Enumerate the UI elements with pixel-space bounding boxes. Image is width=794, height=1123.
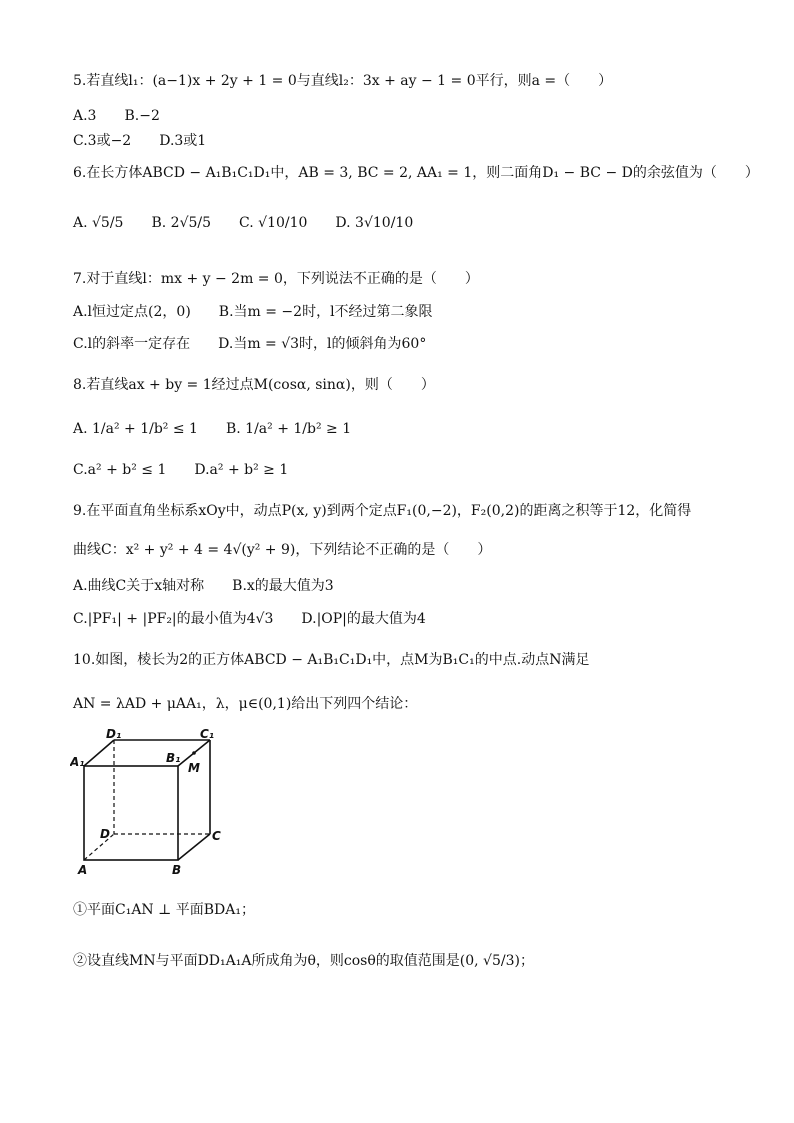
q8-option-c: C.a² + b² ≤ 1 [73, 462, 167, 478]
cube-front-face [84, 766, 178, 860]
q9-stem-continued: 曲线C：x² + y² + 4 = 4√(y² + 9)，下列结论不正确的是（ ） [73, 542, 492, 558]
q9-stem: 9.在平面直角坐标系xOy中，动点P(x, y)到两个定点F₁(0,−2)，F₂(0,2)的距离之积等于12，化简得 [73, 503, 692, 519]
q5-option-c: C.3或−2 [73, 133, 132, 149]
q7-option-d: D.当m = √3时，l的倾斜角为60° [218, 336, 427, 352]
label-d1: D₁ [106, 728, 122, 741]
q8-options-row2 [73, 461, 316, 479]
edge-a1d1 [84, 740, 114, 766]
q9-option-b: B.x的最大值为3 [232, 578, 334, 594]
label-c: C [212, 829, 221, 843]
q7-options-row1 [73, 303, 461, 321]
q8-option-d: D.a² + b² ≥ 1 [194, 462, 289, 478]
q7-stem: 7.对于直线l：mx + y − 2m = 0，下列说法不正确的是（ ） [73, 271, 479, 287]
q10-stem: 10.如图，棱长为2的正方体ABCD − A₁B₁C₁D₁中，点M为B₁C₁的中点.动点N满足 [73, 652, 590, 668]
q8-option-a: A. 1/a² + 1/b² ≤ 1 [73, 421, 198, 437]
q5-stem: 5.若直线l₁：(a−1)x + 2y + 1 = 0与直线l₂：3x + ay − 1 = 0平行，则a =（ ） [73, 73, 613, 89]
q7-option-a: A.l恒过定点(2，0) [73, 304, 191, 320]
edge-bc [178, 834, 210, 860]
q6-option-d: D. 3√10/10 [335, 215, 414, 231]
q9-options-row2 [73, 610, 454, 628]
point-m [192, 751, 196, 755]
q9-option-a: A.曲线C关于x轴对称 [73, 578, 205, 594]
q5-option-a: A.3 [73, 108, 97, 124]
q6-option-a: A. √5/5 [73, 215, 124, 231]
q9-option-c: C.|PF₁| + |PF₂|的最小值为4√3 [73, 611, 274, 627]
q10-conclusion-1: ①平面C₁AN ⊥ 平面BDA₁； [73, 902, 255, 918]
q7-option-b: B.当m = −2时，l不经过第二象限 [218, 304, 433, 320]
q8-options-row1 [73, 420, 379, 438]
label-m: M [188, 761, 200, 775]
label-c1: C₁ [200, 728, 215, 741]
q5-options-row1 [73, 107, 188, 125]
q7-options-row2 [73, 335, 454, 353]
label-a: A [78, 863, 88, 877]
q6-option-b: B. 2√5/5 [151, 215, 212, 231]
q6-options [73, 214, 441, 232]
q5-options-row2 [73, 132, 234, 150]
q6-stem: 6.在长方体ABCD − A₁B₁C₁D₁中，AB = 3, BC = 2, AA₁ = 1，则二面角D₁ − BC − D的余弦值为（ ） [73, 165, 759, 181]
cube-figure [70, 728, 230, 878]
q9-options-row1 [73, 577, 362, 595]
q8-option-b: B. 1/a² + 1/b² ≥ 1 [225, 421, 352, 437]
q10-stem-continued: AN = λAD + μAA₁，λ，μ∈(0,1)给出下列四个结论： [73, 696, 418, 712]
q7-option-c: C.l的斜率一定存在 [73, 336, 191, 352]
q9-option-d: D.|OP|的最大值为4 [301, 611, 426, 627]
q5-option-d: D.3或1 [159, 133, 207, 149]
q10-conclusion-2: ②设直线MN与平面DD₁A₁A所成角为θ，则cosθ的取值范围是(0, √5/3)； [73, 953, 534, 969]
label-b1: B₁ [166, 751, 181, 765]
label-a1: A₁ [70, 755, 85, 769]
q6-option-c: C. √10/10 [239, 215, 308, 231]
label-d: D [100, 827, 110, 841]
q8-stem: 8.若直线ax + by = 1经过点M(cosα, sinα)，则（ ） [73, 377, 435, 393]
q5-option-b: B.−2 [124, 108, 160, 124]
label-b: B [172, 863, 182, 877]
